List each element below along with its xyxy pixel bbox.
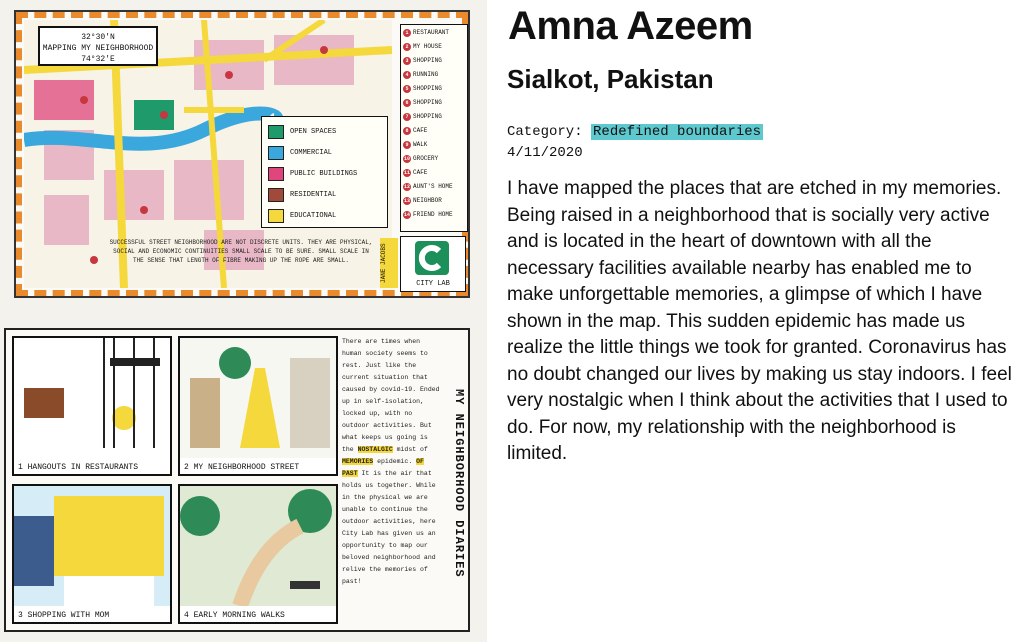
key-item: 6 SHOPPING	[403, 99, 442, 107]
shopping-drawing	[14, 486, 170, 606]
highlight-word: OF PAST	[342, 458, 424, 477]
city-lab-c-icon	[415, 241, 449, 275]
legend-item: EDUCATIONAL	[268, 209, 384, 223]
entry-date: 4/11/2020	[507, 145, 583, 161]
street-drawing	[180, 338, 336, 458]
legend-item: RESIDENTIAL	[268, 188, 384, 202]
city-lab-logo	[400, 236, 466, 292]
map-lat: 32°30'N	[81, 33, 115, 42]
highlight-word: MEMORIES	[342, 458, 374, 465]
key-item: 13 NEIGHBOR	[403, 197, 442, 204]
artist-location: Sialkot, Pakistan	[507, 64, 714, 94]
key-item: 5 SHOPPING	[403, 85, 442, 93]
key-item: 14 FRIEND HOME	[403, 211, 453, 218]
key-item: 1 RESTAURANT	[403, 29, 449, 37]
key-item: 3 SHOPPING	[403, 57, 442, 65]
jacobs-quote: SUCCESSFUL STREET NEIGHBORHOOD ARE NOT DISCRETE UNITS. THEY ARE PHYSICAL, SOCIAL AND ECONOMIC CONTINUITIES SMALL SCALE TO BE SURE. SMALL SCALE IN THE SENSE THAT LENGTH OF FIBRE MAKING UP THE ROPE ARE SMALL.	[109, 239, 373, 264]
restaurant-drawing	[14, 338, 170, 458]
key-item: 9 WALK	[403, 141, 427, 149]
key-item: 4 RUNNING	[403, 71, 438, 79]
artwork-image	[0, 0, 487, 642]
map-lon: 74°32'E	[81, 55, 115, 64]
walk-drawing	[180, 486, 336, 606]
key-item: 7 SHOPPING	[403, 113, 442, 121]
entry-description: I have mapped the places that are etched in my memories. Being raised in a neighborhood that is socially very active and is located in the heart of downtown with all the necessary facilities available nearby has enabled me to make unforgettable memories, a glimpse of which I have shown in the map. This sudden epidemic has made us realize the little things we took for granted. Coronavirus has no doubt changed our lives by making us stay indoors. I feel very nostalgic when I think about the activities that I used to do. For now, my relationship with the neighborhood is limited.	[507, 178, 1012, 464]
legend-item: PUBLIC BUILDINGS	[268, 167, 384, 181]
comic-panel	[12, 336, 172, 476]
comic-side-text: There are times when human society seems to rest. Just like the current situation that caused by covid-19. Ended up in self-isolation, locked up, with no outdoor activities. But what keeps us going is the NOSTALGIC midst of MEMORIES epidemic. OF PAST It is the air that holds us together. While in the physical we are unable to continue the outdoor activities, here City Lab has given us an opportunity to map our beloved neighborhood and relive the memories of past!	[342, 338, 440, 585]
key-item: 2 MY HOUSE	[403, 43, 442, 51]
comic-panel	[12, 484, 172, 624]
panel-caption: 1 HANGOUTS IN RESTAURANTS	[18, 463, 139, 472]
key-item: 8 CAFE	[403, 127, 427, 135]
map-title: MAPPING MY NEIGHBORHOOD	[42, 44, 154, 53]
neighborhood-map	[14, 10, 470, 298]
highlight-word: NOSTALGIC	[357, 446, 393, 453]
panel-caption: 3 SHOPPING WITH MOM	[18, 611, 110, 620]
key-item: 12 AUNT'S HOME	[403, 183, 453, 190]
artist-name: Amna Azeem	[508, 4, 753, 48]
comic-panel	[178, 484, 338, 624]
legend-item: OPEN SPACES	[268, 125, 384, 139]
logo-text: CITY LAB	[416, 280, 450, 288]
category-label: Category:	[507, 124, 583, 140]
key-item: 11 CAFE	[403, 169, 428, 176]
author-tag: JANE JACOBS	[380, 238, 398, 288]
map-legend	[261, 116, 388, 228]
comic-strip	[4, 328, 470, 632]
map-title-box	[38, 26, 158, 66]
comic-vertical-title: MY NEIGHBORHOOD DIARIES	[452, 388, 466, 578]
panel-caption: 4 EARLY MORNING WALKS	[184, 611, 285, 620]
legend-item: COMMERCIAL	[268, 146, 384, 160]
entry-meta	[507, 122, 763, 164]
panel-caption: 2 MY NEIGHBORHOOD STREET	[184, 463, 300, 472]
category-tag[interactable]: Redefined boundaries	[593, 124, 762, 140]
comic-panel	[178, 336, 338, 476]
map-key-list	[400, 24, 468, 232]
key-item: 10 GROCERY	[403, 155, 439, 162]
